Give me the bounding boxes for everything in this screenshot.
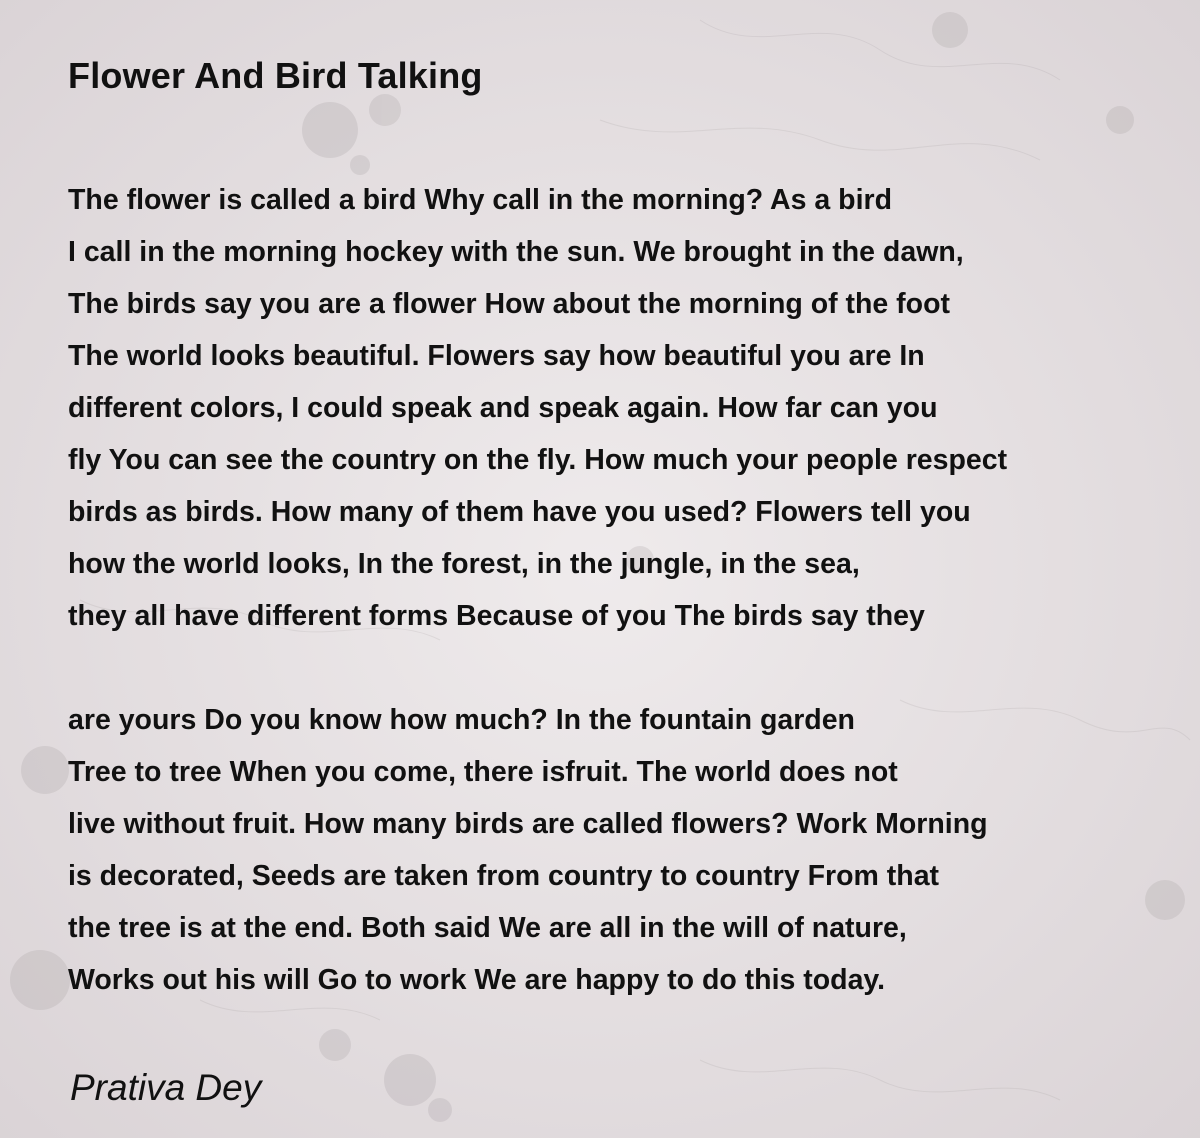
poem-line: fly You can see the country on the fly. How much your people respect — [68, 444, 1008, 476]
poem-line: I call in the morning hockey with the sun. We brought in the dawn, — [68, 236, 964, 268]
poem-title: Flower And Bird Talking — [68, 55, 483, 96]
poem-line: birds as birds. How many of them have you used? Flowers tell you — [68, 496, 971, 528]
poem-line: Works out his will Go to work We are happy to do this today. — [68, 964, 886, 996]
poem-content — [68, 52, 1168, 1114]
poem-line: are yours Do you know how much? In the fountain garden — [68, 704, 855, 736]
stanza-1 — [68, 174, 1168, 642]
poem-line: how the world looks, In the forest, in the jungle, in the sea, — [68, 548, 860, 580]
poem-line: the tree is at the end. Both said We are all in the will of nature, — [68, 912, 907, 944]
stanza-2 — [68, 694, 1168, 1006]
poem-line: The flower is called a bird Why call in the morning? As a bird — [68, 184, 892, 216]
author-name[interactable]: Prativa Dey — [70, 1067, 262, 1108]
poem-line: The world looks beautiful. Flowers say how beautiful you are In — [68, 340, 925, 372]
poem-line: they all have different forms Because of you The birds say they — [68, 600, 925, 632]
poem-line: is decorated, Seeds are taken from country to country From that — [68, 860, 940, 892]
poem-line: different colors, I could speak and speak again. How far can you — [68, 392, 938, 424]
poem-line: The birds say you are a flower How about the morning of the foot — [68, 288, 950, 320]
poem-line: Tree to tree When you come, there isfruit. The world does not — [68, 756, 898, 788]
poem-line: live without fruit. How many birds are called flowers? Work Morning — [68, 808, 988, 840]
